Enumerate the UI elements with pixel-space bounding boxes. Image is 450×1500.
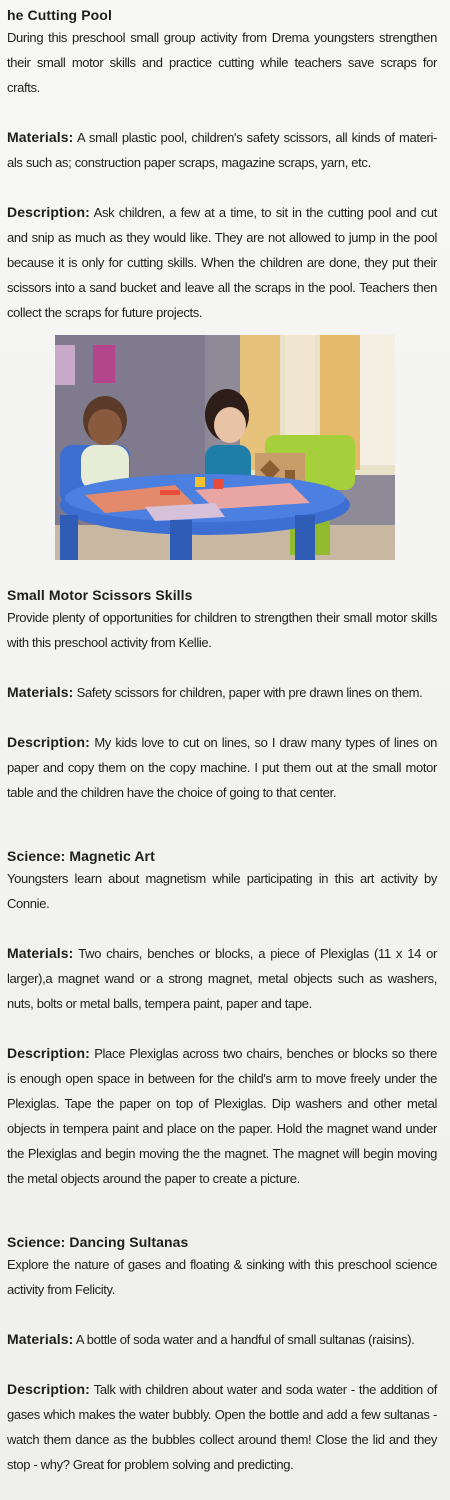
- materials-text: Safety scissors for children, paper with pre drawn lines on them.: [76, 685, 423, 700]
- materials-paragraph: [7, 1327, 437, 1352]
- children-cutting-paper-photo: [55, 335, 395, 560]
- materials-label: Materials:: [7, 1331, 74, 1347]
- description-label: Description:: [7, 1381, 90, 1397]
- description-text: Talk with children about water and soda water - the addition of gases which makes the water bubbly. Open the bottle and add a few sultanas - watch them dance as the bubbles collect around them! Close the lid and they stop - why? Great for problem solving and predicting.: [7, 1382, 438, 1472]
- article: [7, 6, 437, 1477]
- description-label: Description:: [7, 1045, 90, 1061]
- materials-text: A small plastic pool, children's safety scissors, all kinds of materi-als such as; construction paper scraps, magazine scraps, yarn, etc.: [7, 130, 438, 170]
- section-intro: During this preschool small group activity from Drema youngsters strengthen their small motor skills and practice cutting while teachers save scraps for crafts.: [7, 30, 437, 95]
- section-small-motor-scissors: [7, 586, 437, 805]
- materials-text: A bottle of soda water and a handful of small sultanas (raisins).: [75, 1332, 415, 1347]
- description-text: My kids love to cut on lines, so I draw many types of lines on paper and copy them on the copy machine. I put them out at the small motor table and the children have the choice of going to that center.: [7, 735, 437, 800]
- section-title: Science: Dancing Sultanas: [7, 1234, 189, 1250]
- description-paragraph: [7, 730, 437, 805]
- materials-paragraph: [7, 680, 437, 705]
- materials-paragraph: [7, 125, 437, 175]
- materials-label: Materials:: [7, 945, 74, 961]
- section-title: he Cutting Pool: [7, 7, 112, 23]
- section-magnetic-art: [7, 847, 437, 1191]
- description-label: Description:: [7, 204, 90, 220]
- description-text: Ask children, a few at a time, to sit in the cutting pool and cut and snip as much as they would like. They are not allowed to jump in the pool because it is only for cutting skills. When the children are done, they put their scissors into a sand bucket and leave all the scraps in the pool. Teachers then collect the scraps for future projects.: [7, 205, 437, 320]
- description-paragraph: [7, 1041, 437, 1191]
- description-label: Description:: [7, 734, 90, 750]
- section-intro: Youngsters learn about magnetism while participating in this art activity by Connie.: [7, 871, 437, 911]
- section-intro: Explore the nature of gases and floating & sinking with this preschool science activity from Felicity.: [7, 1257, 437, 1297]
- section-cutting-pool: [7, 6, 437, 325]
- materials-text: Two chairs, benches or blocks, a piece of Plexiglas (11 x 14 or larger),a magnet wand or a strong magnet, metal objects such as washers, nuts, bolts or metal balls, tempera paint, paper and tape.: [7, 946, 437, 1011]
- section-title: Small Motor Scissors Skills: [7, 587, 193, 603]
- description-paragraph: [7, 200, 437, 325]
- materials-label: Materials:: [7, 129, 74, 145]
- section-title: Science: Magnetic Art: [7, 848, 155, 864]
- materials-paragraph: [7, 941, 437, 1016]
- description-paragraph: [7, 1377, 437, 1477]
- description-text: Place Plexiglas across two chairs, benches or blocks so there is enough open space in between for the child's arm to move freely under the Plexiglas. Tape the paper on top of Plexiglas. Dip washers and other metal objects in tempera paint and place on the paper. Hold the magnet wand under the Plexiglas and begin moving the the magnet. The magnet will begin moving the metal objects around the paper to create a picture.: [7, 1046, 437, 1186]
- section-intro: Provide plenty of opportunities for children to strengthen their small motor skills with this preschool activity from Kellie.: [7, 610, 437, 650]
- section-dancing-sultanas: [7, 1233, 437, 1477]
- materials-label: Materials:: [7, 684, 74, 700]
